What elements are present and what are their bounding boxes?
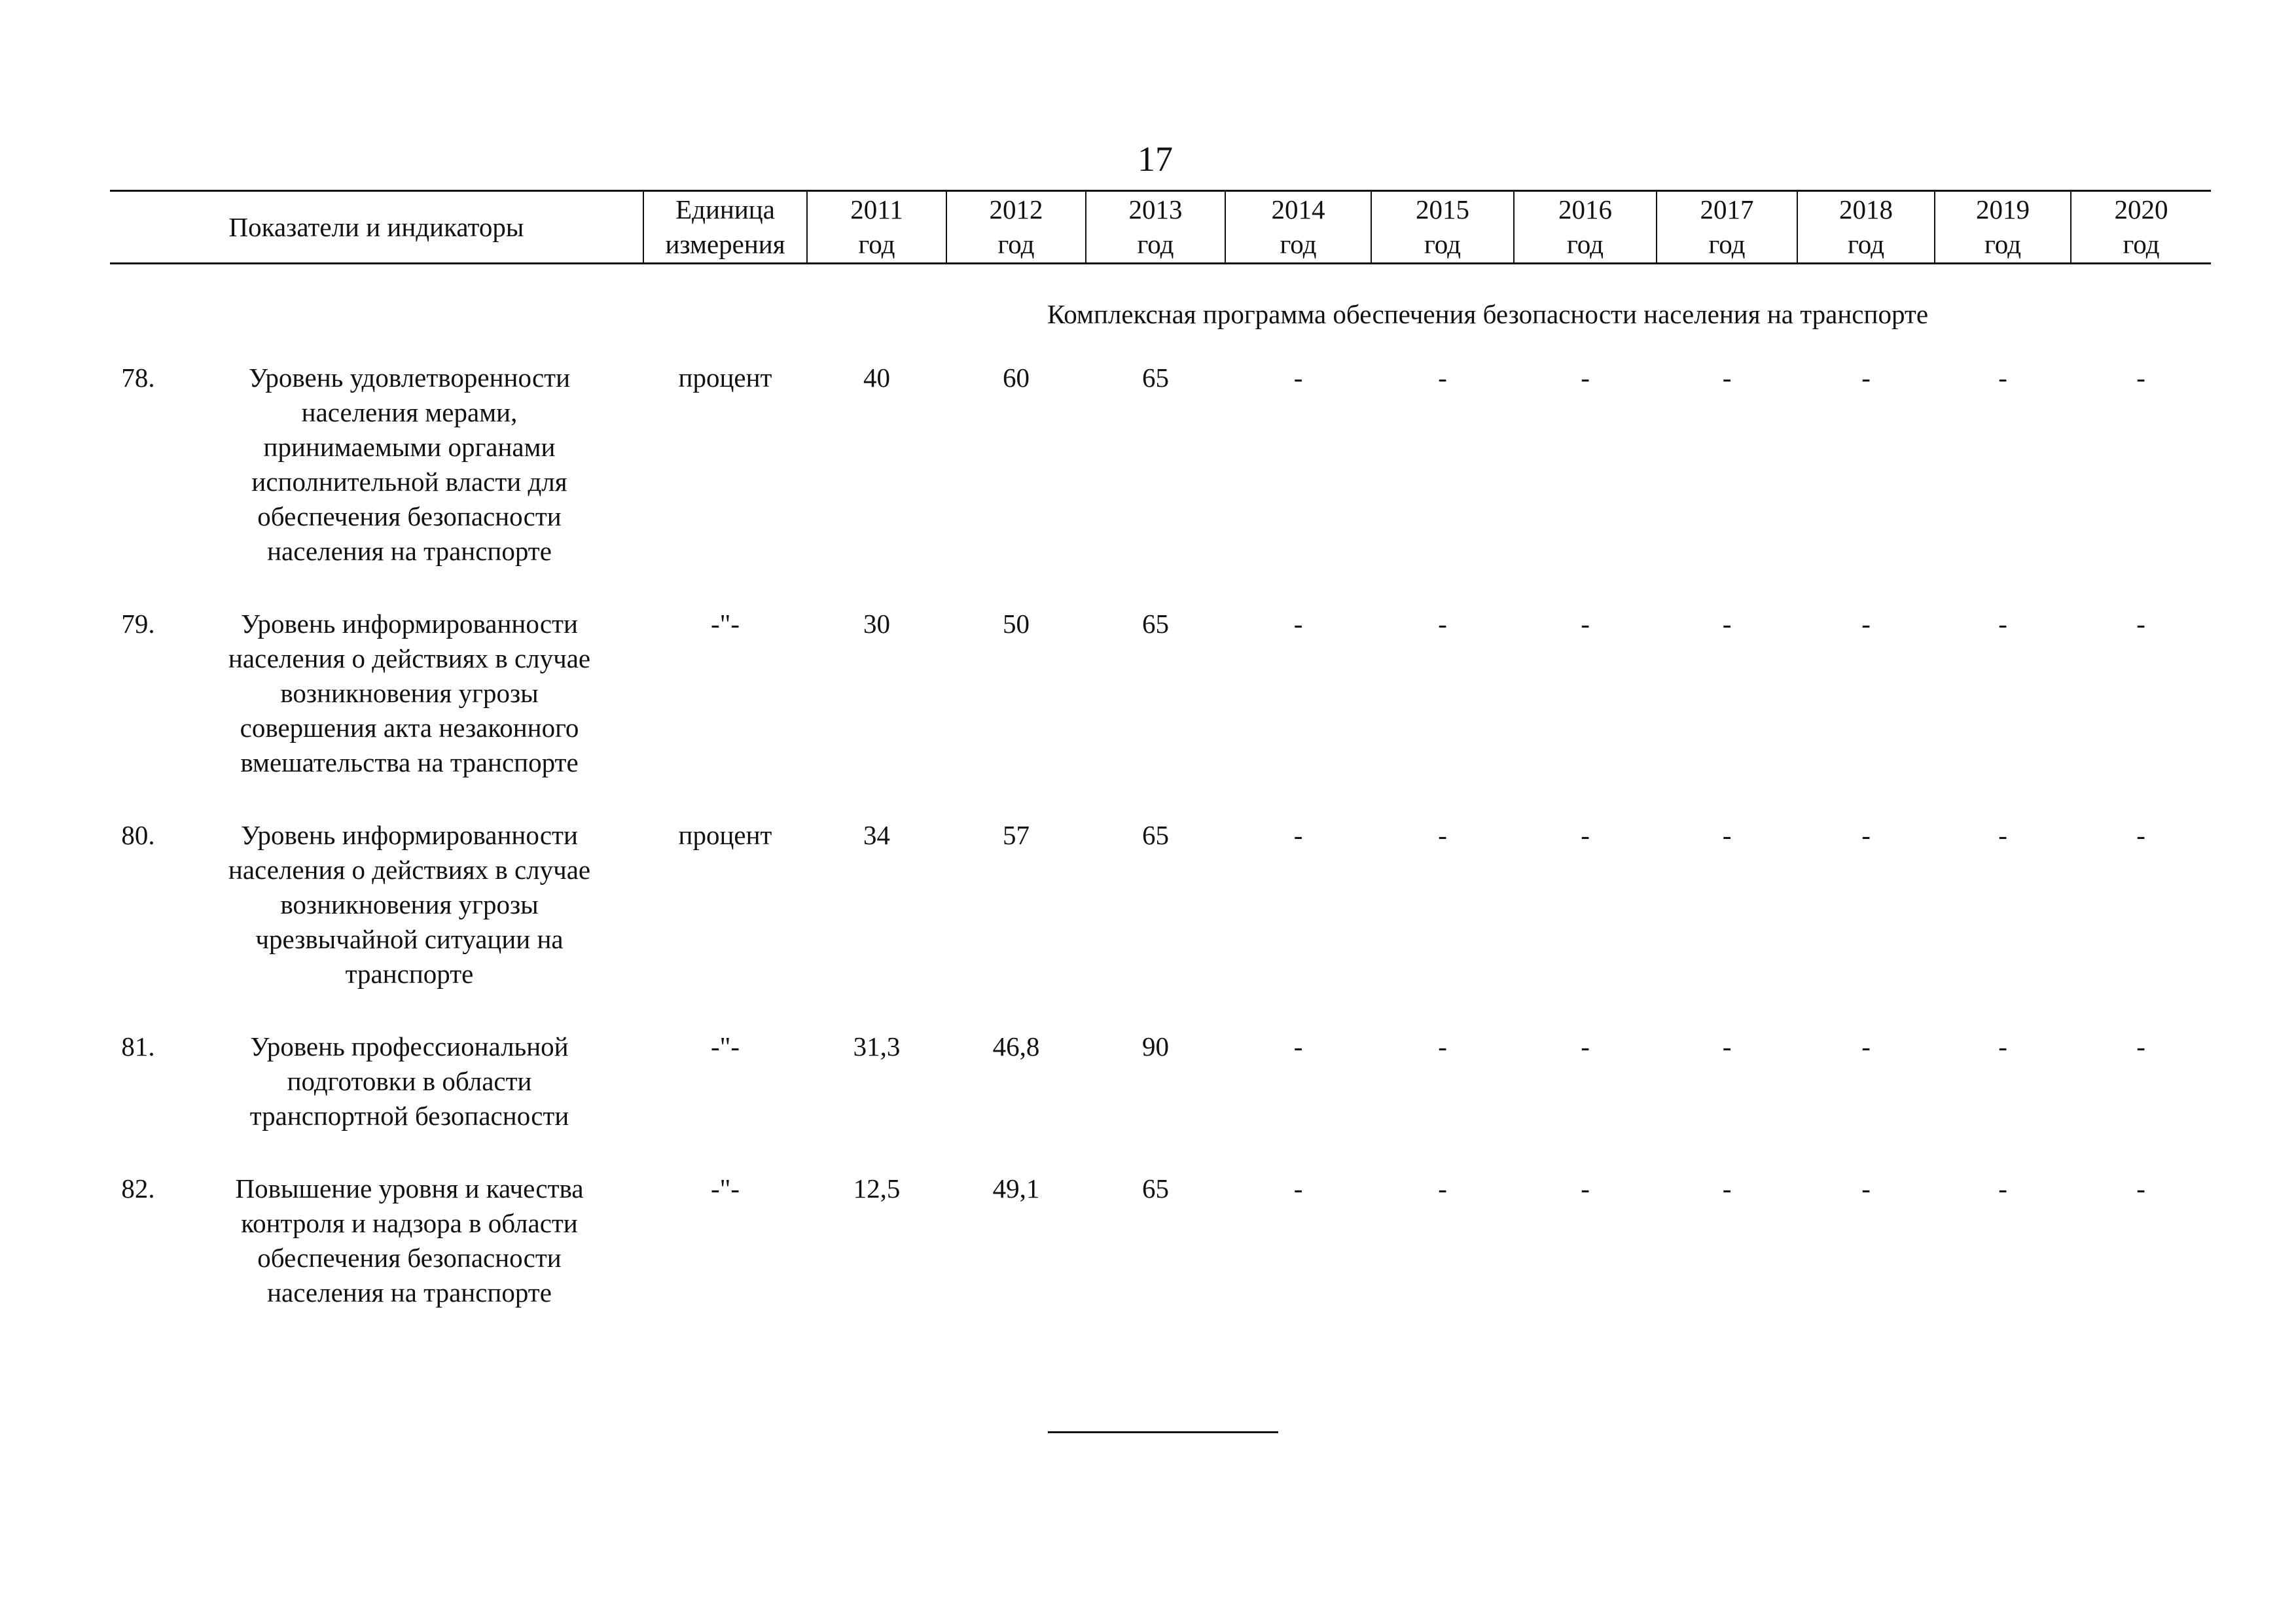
indicator-name-line: населения на транспорте [267,536,552,566]
indicator-name-line: чрезвычайной ситуации на [255,924,564,954]
value-cell: - [1293,1173,1303,1204]
header-year-2020 [2071,191,2211,264]
value-cell: 60 [1003,363,1030,393]
table-row-81 [110,1029,2211,1133]
value-cell: - [1722,1031,1732,1061]
value-cell: - [1722,363,1732,393]
header-year-2011 [807,191,946,264]
row-number: 81. [121,1031,155,1061]
value-cell: - [2136,820,2145,850]
header-unit [643,191,807,264]
value-cell: - [1861,609,1871,639]
year-value: 2019 [1976,194,2030,224]
value-cell: - [1861,1173,1871,1204]
value-cell: - [1998,820,2007,850]
value-cell: 12,5 [853,1173,901,1204]
value-cell: - [1998,609,2007,639]
indicator-name-line: подготовки в области [287,1066,532,1096]
year-label: год [1280,229,1317,259]
value-cell: 90 [1142,1031,1170,1061]
unit-cell: процент [678,820,772,850]
value-cell: - [2136,1031,2145,1061]
value-cell: 65 [1142,363,1170,393]
value-cell: - [2136,363,2145,393]
indicator-name-line: населения о действиях в случае [228,855,591,885]
value-cell: - [1293,609,1303,639]
value-cell: 34 [863,820,891,850]
unit-cell: -"- [710,609,740,639]
header-unit-line2: измерения [665,229,785,259]
row-gap [110,991,2211,1029]
year-value: 2020 [2114,194,2168,224]
indicator-name-line: транспорте [345,959,474,989]
value-cell: 40 [863,363,891,393]
value-cell: 31,3 [853,1031,901,1061]
indicator-name [175,1029,643,1133]
year-value: 2011 [850,194,903,224]
table-row-78 [110,361,2211,569]
year-label: год [1424,229,1461,259]
header-year-2019 [1935,191,2071,264]
indicator-name [175,361,643,569]
value-cell: - [1581,363,1590,393]
page-number: 17 [1138,139,1173,179]
year-value: 2014 [1271,194,1325,224]
year-label: год [1567,229,1604,259]
indicator-name-line: возникновения угрозы [280,678,539,708]
value-cell: - [1438,609,1447,639]
indicator-name-line: Повышение уровня и качества [235,1173,584,1204]
value-cell: 57 [1003,820,1030,850]
value-cell: - [1861,363,1871,393]
value-cell: - [1581,1031,1590,1061]
table-row-79 [110,607,2211,780]
value-cell: - [1581,1173,1590,1204]
indicator-name-line: принимаемыми органами [263,432,556,462]
indicator-name-line: населения на транспорте [267,1277,552,1308]
value-cell: - [1438,363,1447,393]
section-title: Комплексная программа обеспечения безопасности населения на транспорте [1047,299,1929,329]
header-year-2017 [1657,191,1797,264]
value-cell: - [1293,363,1303,393]
indicator-name-line: возникновения угрозы [280,889,539,919]
row-gap [110,780,2211,818]
value-cell: - [2136,1173,2145,1204]
year-label: год [1708,229,1746,259]
value-cell: - [1581,820,1590,850]
header-year-2018 [1797,191,1935,264]
value-cell: 65 [1142,609,1170,639]
header-year-2013 [1086,191,1225,264]
value-cell: 46,8 [992,1031,1040,1061]
unit-cell: -"- [710,1173,740,1204]
header-year-2012 [946,191,1086,264]
value-cell: - [1581,609,1590,639]
value-cell: - [1293,1031,1303,1061]
table-row-82 [110,1171,2211,1310]
row-gap [110,569,2211,607]
row-number: 80. [121,820,155,850]
row-number: 78. [121,363,155,393]
value-cell: 65 [1142,1173,1170,1204]
value-cell: - [1861,1031,1871,1061]
year-label: год [1848,229,1884,259]
value-cell: - [1438,1173,1447,1204]
header-row [110,191,2211,264]
value-cell: - [1438,1031,1447,1061]
indicators-table [110,190,2211,1310]
section-row [110,264,2211,361]
indicator-name-line: транспортной безопасности [249,1101,569,1131]
year-value: 2017 [1700,194,1754,224]
year-value: 2016 [1558,194,1613,224]
row-number: 82. [121,1173,155,1204]
value-cell: - [1861,820,1871,850]
year-label: год [858,229,895,259]
indicator-name-line: обеспечения безопасности [257,1243,562,1273]
header-unit-line1: Единица [675,194,775,224]
indicator-name-line: исполнительной власти для [251,467,567,497]
year-label: год [1984,229,2021,259]
indicator-name-line: Уровень профессиональной [250,1031,569,1061]
value-cell: 49,1 [992,1173,1040,1204]
indicator-name-line: вмешательства на транспорте [240,747,579,777]
year-value: 2012 [989,194,1043,224]
year-label: год [997,229,1035,259]
indicator-name-line: обеспечения безопасности [257,501,562,531]
indicator-name [175,607,643,780]
year-value: 2013 [1128,194,1183,224]
row-number: 79. [121,609,155,639]
indicator-name [175,818,643,991]
end-separator-line [1048,1431,1278,1433]
value-cell: - [1998,1173,2007,1204]
header-year-2016 [1514,191,1657,264]
value-cell: - [1722,1173,1732,1204]
header-year-2014 [1225,191,1371,264]
value-cell: 65 [1142,820,1170,850]
unit-cell: -"- [710,1031,740,1061]
value-cell: 30 [863,609,891,639]
value-cell: 50 [1003,609,1030,639]
indicator-name [175,1171,643,1310]
indicator-name-line: населения о действиях в случае [228,643,591,673]
indicator-name-line: совершения акта незаконного [240,713,579,743]
value-cell: - [1722,820,1732,850]
value-cell: - [1998,1031,2007,1061]
value-cell: - [2136,609,2145,639]
year-label: год [2123,229,2160,259]
indicator-name-line: населения мерами, [301,397,518,427]
row-gap [110,1133,2211,1171]
value-cell: - [1438,820,1447,850]
header-indicators: Показатели и индикаторы [110,191,643,264]
value-cell: - [1998,363,2007,393]
indicator-name-line: Уровень удовлетворенности [248,363,571,393]
header-year-2015 [1371,191,1514,264]
indicator-name-line: Уровень информированности [241,609,578,639]
unit-cell: процент [678,363,772,393]
indicator-name-line: Уровень информированности [241,820,578,850]
year-value: 2015 [1416,194,1470,224]
year-value: 2018 [1839,194,1893,224]
value-cell: - [1722,609,1732,639]
year-label: год [1137,229,1174,259]
table-row-80 [110,818,2211,991]
indicator-name-line: контроля и надзора в области [241,1208,578,1238]
value-cell: - [1293,820,1303,850]
